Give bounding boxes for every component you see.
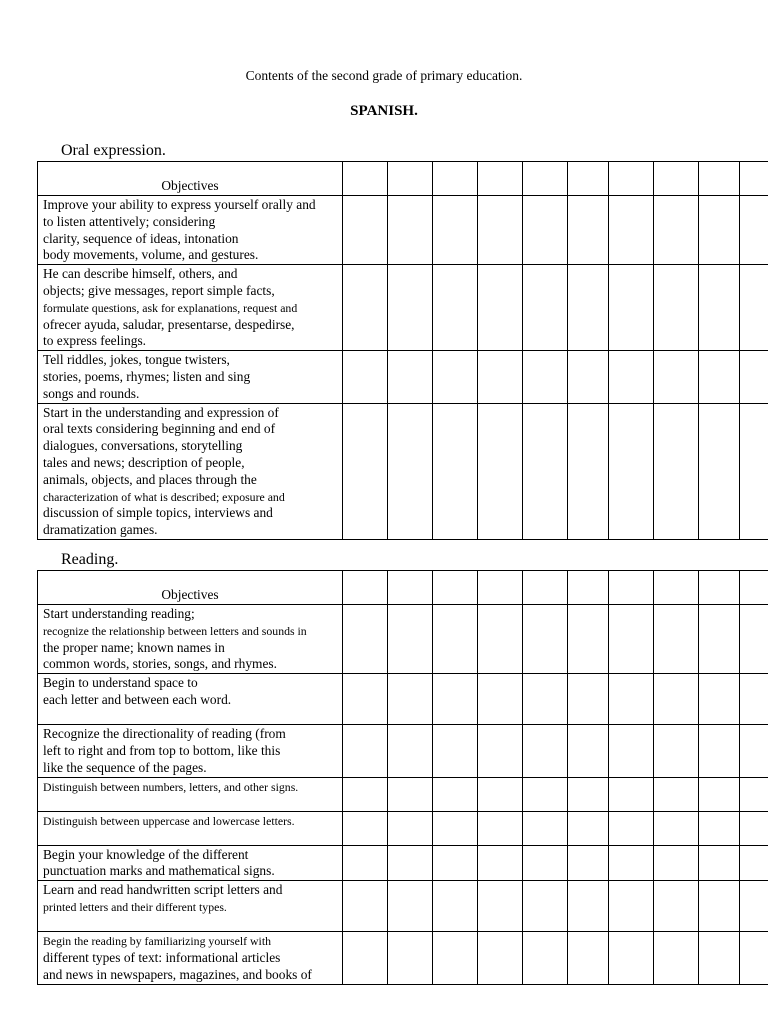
objective-text (38, 881, 343, 932)
check-cell (388, 881, 433, 932)
objective-line: Start understanding reading; (43, 606, 195, 621)
check-cell (523, 777, 568, 811)
check-cell (654, 351, 699, 403)
check-cell (609, 403, 654, 539)
check-cell (433, 571, 478, 605)
check-cell (343, 725, 388, 777)
check-cell (699, 845, 740, 881)
check-cell (740, 777, 768, 811)
check-cell (740, 571, 768, 605)
header-row (38, 571, 768, 605)
check-cell (568, 196, 609, 265)
objectives-header: Objectives (38, 162, 343, 196)
objective-row (38, 725, 768, 777)
check-cell (654, 674, 699, 725)
check-cell (609, 265, 654, 351)
check-cell (699, 605, 740, 674)
check-cell (388, 403, 433, 539)
check-cell (523, 196, 568, 265)
check-cell (654, 811, 699, 845)
check-cell (343, 162, 388, 196)
objective-text (38, 196, 343, 265)
check-cell (654, 162, 699, 196)
check-cell (654, 265, 699, 351)
check-cell (388, 725, 433, 777)
check-cell (568, 725, 609, 777)
objective-row (38, 605, 768, 674)
check-cell (523, 845, 568, 881)
check-cell (699, 571, 740, 605)
objective-row (38, 674, 768, 725)
objective-row (38, 881, 768, 932)
check-cell (699, 674, 740, 725)
check-cell (523, 725, 568, 777)
check-cell (343, 811, 388, 845)
objective-line: common words, stories, songs, and rhymes. (43, 656, 277, 672)
check-cell (478, 605, 523, 674)
objective-text (38, 351, 343, 403)
check-cell (343, 845, 388, 881)
check-cell (740, 403, 768, 539)
objective-line: punctuation marks and mathematical signs. (43, 863, 275, 879)
objective-line: discussion of simple topics, interviews and (43, 505, 273, 521)
check-cell (609, 605, 654, 674)
check-cell (478, 881, 523, 932)
check-cell (433, 811, 478, 845)
header-row (38, 162, 768, 196)
objective-line: animals, objects, and places through the (43, 471, 257, 487)
check-cell (433, 777, 478, 811)
check-cell (699, 725, 740, 777)
check-cell (478, 777, 523, 811)
check-cell (740, 196, 768, 265)
document-title: Contents of the second grade of primary education. (245, 68, 523, 83)
check-cell (609, 777, 654, 811)
check-cell (568, 571, 609, 605)
objective-line: objects; give messages, report simple facts, (43, 282, 275, 298)
check-cell (433, 845, 478, 881)
objective-text (38, 725, 343, 777)
check-cell (343, 403, 388, 539)
objective-row (38, 196, 768, 265)
check-cell (388, 811, 433, 845)
check-cell (478, 725, 523, 777)
check-cell (523, 605, 568, 674)
check-cell (568, 674, 609, 725)
objective-line: different types of text: informational articles (43, 949, 281, 965)
section-heading-reading: Reading. (61, 551, 119, 568)
check-cell (343, 196, 388, 265)
objective-text (38, 265, 343, 351)
check-cell (478, 265, 523, 351)
objective-line: Start in the understanding and expression of (43, 404, 279, 420)
check-cell (609, 725, 654, 777)
objective-row (38, 932, 768, 984)
check-cell (609, 674, 654, 725)
objective-line: Begin the reading by familiarizing yourself with (43, 934, 272, 949)
objective-line: songs and rounds. (43, 385, 140, 401)
check-cell (699, 265, 740, 351)
check-cell (740, 605, 768, 674)
check-cell (388, 351, 433, 403)
check-cell (654, 605, 699, 674)
check-cell (740, 811, 768, 845)
check-cell (433, 196, 478, 265)
check-cell (609, 845, 654, 881)
check-cell (523, 403, 568, 539)
check-cell (433, 403, 478, 539)
check-cell (388, 674, 433, 725)
check-cell (343, 674, 388, 725)
check-cell (654, 881, 699, 932)
objective-line: body movements, volume, and gestures. (43, 247, 259, 263)
objective-text (38, 777, 343, 811)
objective-line: Distinguish between numbers, letters, and other signs. (43, 779, 299, 794)
check-cell (343, 777, 388, 811)
section-heading-oral-expression: Oral expression. (61, 142, 166, 159)
check-cell (699, 777, 740, 811)
objective-text (38, 932, 343, 984)
check-cell (343, 605, 388, 674)
check-cell (388, 932, 433, 984)
objective-text (38, 403, 343, 539)
check-cell (699, 162, 740, 196)
check-cell (699, 351, 740, 403)
objective-line: Distinguish between uppercase and lowercase letters. (43, 813, 295, 828)
check-cell (388, 162, 433, 196)
check-cell (388, 265, 433, 351)
oral-expression-table (37, 161, 768, 540)
check-cell (523, 265, 568, 351)
objective-line: dramatization games. (43, 522, 158, 538)
objective-line: clarity, sequence of ideas, intonation (43, 230, 239, 246)
check-cell (343, 265, 388, 351)
check-cell (654, 932, 699, 984)
check-cell (568, 605, 609, 674)
check-cell (568, 932, 609, 984)
check-cell (388, 196, 433, 265)
check-cell (568, 777, 609, 811)
check-cell (478, 674, 523, 725)
check-cell (699, 196, 740, 265)
check-cell (609, 571, 654, 605)
check-cell (523, 674, 568, 725)
check-cell (568, 265, 609, 351)
check-cell (343, 932, 388, 984)
objective-line: like the sequence of the pages. (43, 759, 207, 775)
objective-line: Tell riddles, jokes, tongue twisters, (43, 352, 230, 368)
check-cell (740, 674, 768, 725)
check-cell (523, 811, 568, 845)
objective-line: oral texts considering beginning and end of (43, 421, 276, 437)
check-cell (740, 351, 768, 403)
check-cell (523, 881, 568, 932)
objective-line: and news in newspapers, magazines, and books of (43, 966, 312, 982)
objective-line: characterization of what is described; exposure and (43, 489, 285, 504)
objective-row (38, 403, 768, 539)
check-cell (388, 605, 433, 674)
check-cell (740, 881, 768, 932)
check-cell (433, 605, 478, 674)
objective-line: Begin your knowledge of the different (43, 846, 249, 862)
objective-text (38, 845, 343, 881)
check-cell (478, 403, 523, 539)
objective-row (38, 777, 768, 811)
check-cell (433, 265, 478, 351)
check-cell (433, 162, 478, 196)
check-cell (388, 571, 433, 605)
check-cell (609, 196, 654, 265)
check-cell (568, 162, 609, 196)
check-cell (699, 932, 740, 984)
objective-line: Improve your ability to express yourself orally and (43, 197, 316, 212)
reading-table (37, 570, 768, 985)
check-cell (654, 725, 699, 777)
objective-row (38, 265, 768, 351)
objective-line: recognize the relationship between letters and sounds in (43, 623, 307, 638)
check-cell (740, 725, 768, 777)
subject-title: SPANISH. (350, 103, 418, 119)
objective-line: Begin to understand space to (43, 675, 198, 691)
check-cell (478, 196, 523, 265)
check-cell (609, 811, 654, 845)
check-cell (568, 403, 609, 539)
check-cell (609, 162, 654, 196)
objective-row (38, 845, 768, 881)
check-cell (654, 571, 699, 605)
check-cell (568, 811, 609, 845)
objective-row (38, 351, 768, 403)
check-cell (478, 845, 523, 881)
objective-line: to express feelings. (43, 333, 147, 349)
check-cell (433, 351, 478, 403)
check-cell (699, 811, 740, 845)
check-cell (609, 351, 654, 403)
check-cell (699, 881, 740, 932)
objective-line: left to right and from top to bottom, like this (43, 742, 281, 758)
objective-line: formulate questions, ask for explanations, request and (43, 300, 298, 315)
objective-line: each letter and between each word. (43, 691, 232, 707)
objective-line: Learn and read handwritten script letters and (43, 882, 283, 898)
check-cell (609, 932, 654, 984)
check-cell (740, 265, 768, 351)
check-cell (433, 725, 478, 777)
check-cell (478, 811, 523, 845)
objective-line: He can describe himself, others, and (43, 266, 238, 282)
check-cell (343, 571, 388, 605)
check-cell (388, 777, 433, 811)
objective-text (38, 605, 343, 674)
objective-line: Recognize the directionality of reading (from (43, 726, 286, 742)
check-cell (568, 881, 609, 932)
check-cell (740, 162, 768, 196)
check-cell (609, 881, 654, 932)
check-cell (433, 881, 478, 932)
objective-row (38, 811, 768, 845)
check-cell (478, 162, 523, 196)
check-cell (523, 932, 568, 984)
objective-line: the proper name; known names in (43, 639, 225, 655)
check-cell (433, 932, 478, 984)
objective-line: ofrecer ayuda, saludar, presentarse, despedirse, (43, 316, 295, 332)
objectives-header: Objectives (38, 571, 343, 605)
check-cell (654, 196, 699, 265)
check-cell (654, 777, 699, 811)
objective-line: dialogues, conversations, storytelling (43, 438, 243, 454)
check-cell (740, 845, 768, 881)
check-cell (654, 845, 699, 881)
check-cell (343, 351, 388, 403)
check-cell (478, 351, 523, 403)
check-cell (478, 571, 523, 605)
objective-line: to listen attentively; considering (43, 213, 216, 229)
check-cell (699, 403, 740, 539)
objective-text (38, 674, 343, 725)
check-cell (568, 351, 609, 403)
objective-line: printed letters and their different types. (43, 899, 227, 914)
check-cell (654, 403, 699, 539)
check-cell (523, 571, 568, 605)
check-cell (740, 932, 768, 984)
objective-line: tales and news; description of people, (43, 454, 245, 470)
check-cell (523, 162, 568, 196)
check-cell (433, 674, 478, 725)
check-cell (478, 932, 523, 984)
check-cell (568, 845, 609, 881)
check-cell (343, 881, 388, 932)
check-cell (388, 845, 433, 881)
check-cell (523, 351, 568, 403)
objective-line: stories, poems, rhymes; listen and sing (43, 368, 251, 384)
objective-text (38, 811, 343, 845)
